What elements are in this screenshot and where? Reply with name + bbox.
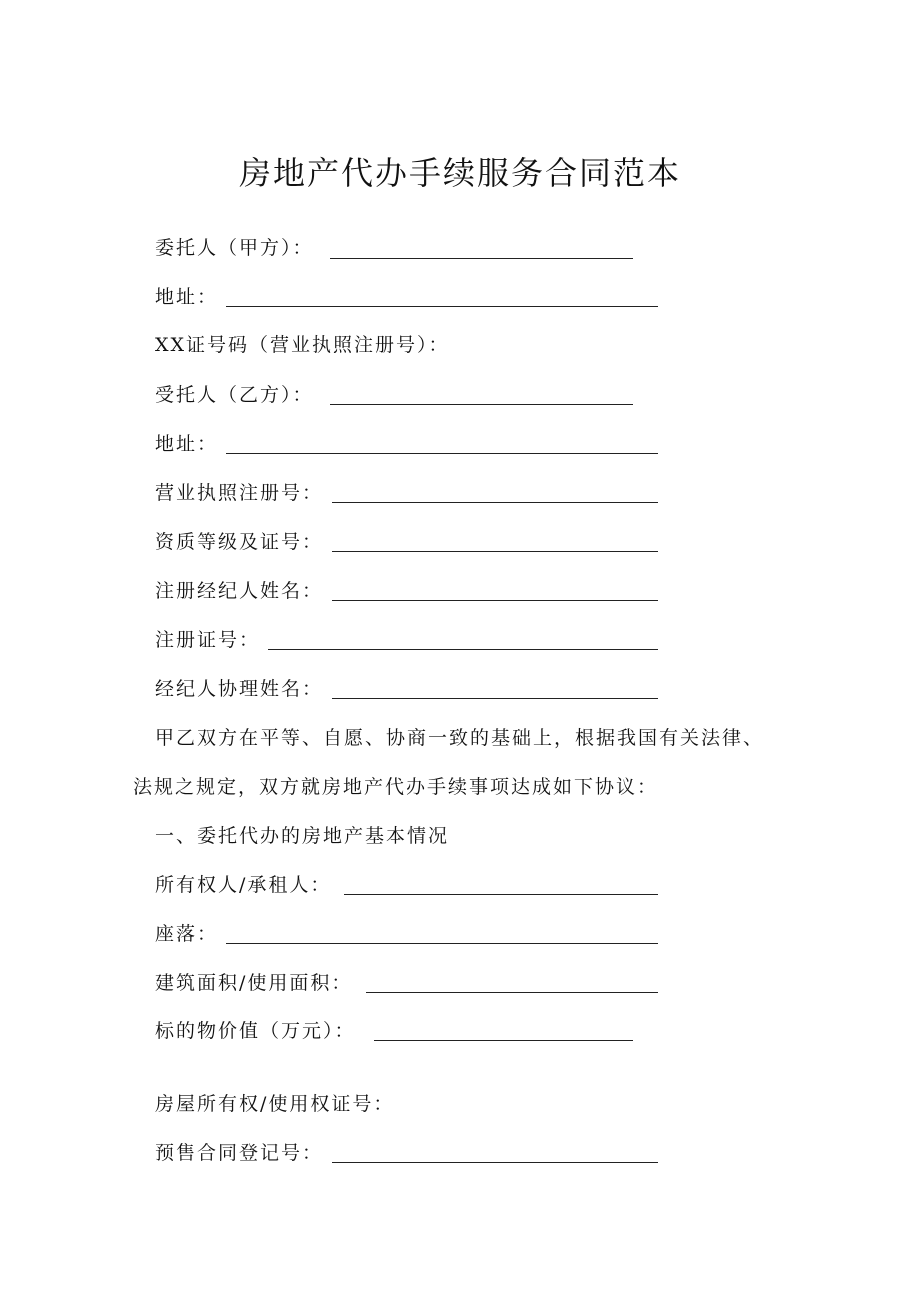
document-title: 房地产代办手续服务合同范本 [238, 154, 681, 192]
field-assistant-name-blank[interactable] [332, 698, 658, 699]
field-location-blank[interactable] [226, 943, 658, 944]
field-license-label: 营业执照注册号： [155, 482, 324, 504]
field-agent-address-label: 地址： [155, 433, 219, 455]
intro-paragraph-line-2: 法规之规定，双方就房地产代办手续事项达成如下协议： [133, 776, 659, 798]
field-principal-label: 委托人（甲方）： [155, 237, 314, 259]
field-assistant-name-label: 经纪人协理姓名： [155, 678, 324, 700]
field-registration-blank[interactable] [268, 649, 658, 650]
field-qualification-blank[interactable] [332, 551, 658, 552]
field-area-label: 建筑面积/使用面积： [155, 972, 353, 994]
section-heading: 一、委托代办的房地产基本情况 [155, 825, 450, 847]
field-registration-label: 注册证号： [155, 629, 261, 651]
field-owner-label: 所有权人/承租人： [155, 874, 332, 896]
field-id-number-label: XX证号码（营业执照注册号）： [155, 334, 450, 356]
field-principal-address-label: 地址： [155, 286, 219, 308]
field-broker-name-label: 注册经纪人姓名： [155, 580, 324, 602]
field-value-blank[interactable] [374, 1040, 633, 1041]
field-location-label: 座落： [155, 923, 219, 945]
field-owner-blank[interactable] [344, 894, 658, 895]
intro-paragraph-line-1: 甲乙双方在平等、自愿、协商一致的基础上，根据我国有关法律、 [155, 727, 765, 749]
field-presale-label: 预售合同登记号： [155, 1142, 324, 1164]
field-presale-blank[interactable] [332, 1162, 658, 1163]
field-license-blank[interactable] [332, 502, 658, 503]
field-agent-label: 受托人（乙方）： [155, 384, 314, 406]
field-value-label: 标的物价值（万元）： [155, 1020, 356, 1042]
field-certificate-label: 房屋所有权/使用权证号： [155, 1093, 395, 1115]
field-broker-name-blank[interactable] [332, 600, 658, 601]
field-principal-address-blank[interactable] [226, 306, 658, 307]
field-qualification-label: 资质等级及证号： [155, 531, 324, 553]
field-agent-address-blank[interactable] [226, 453, 658, 454]
field-agent-blank[interactable] [330, 404, 633, 405]
field-area-blank[interactable] [366, 992, 658, 993]
field-principal-blank[interactable] [330, 258, 633, 259]
